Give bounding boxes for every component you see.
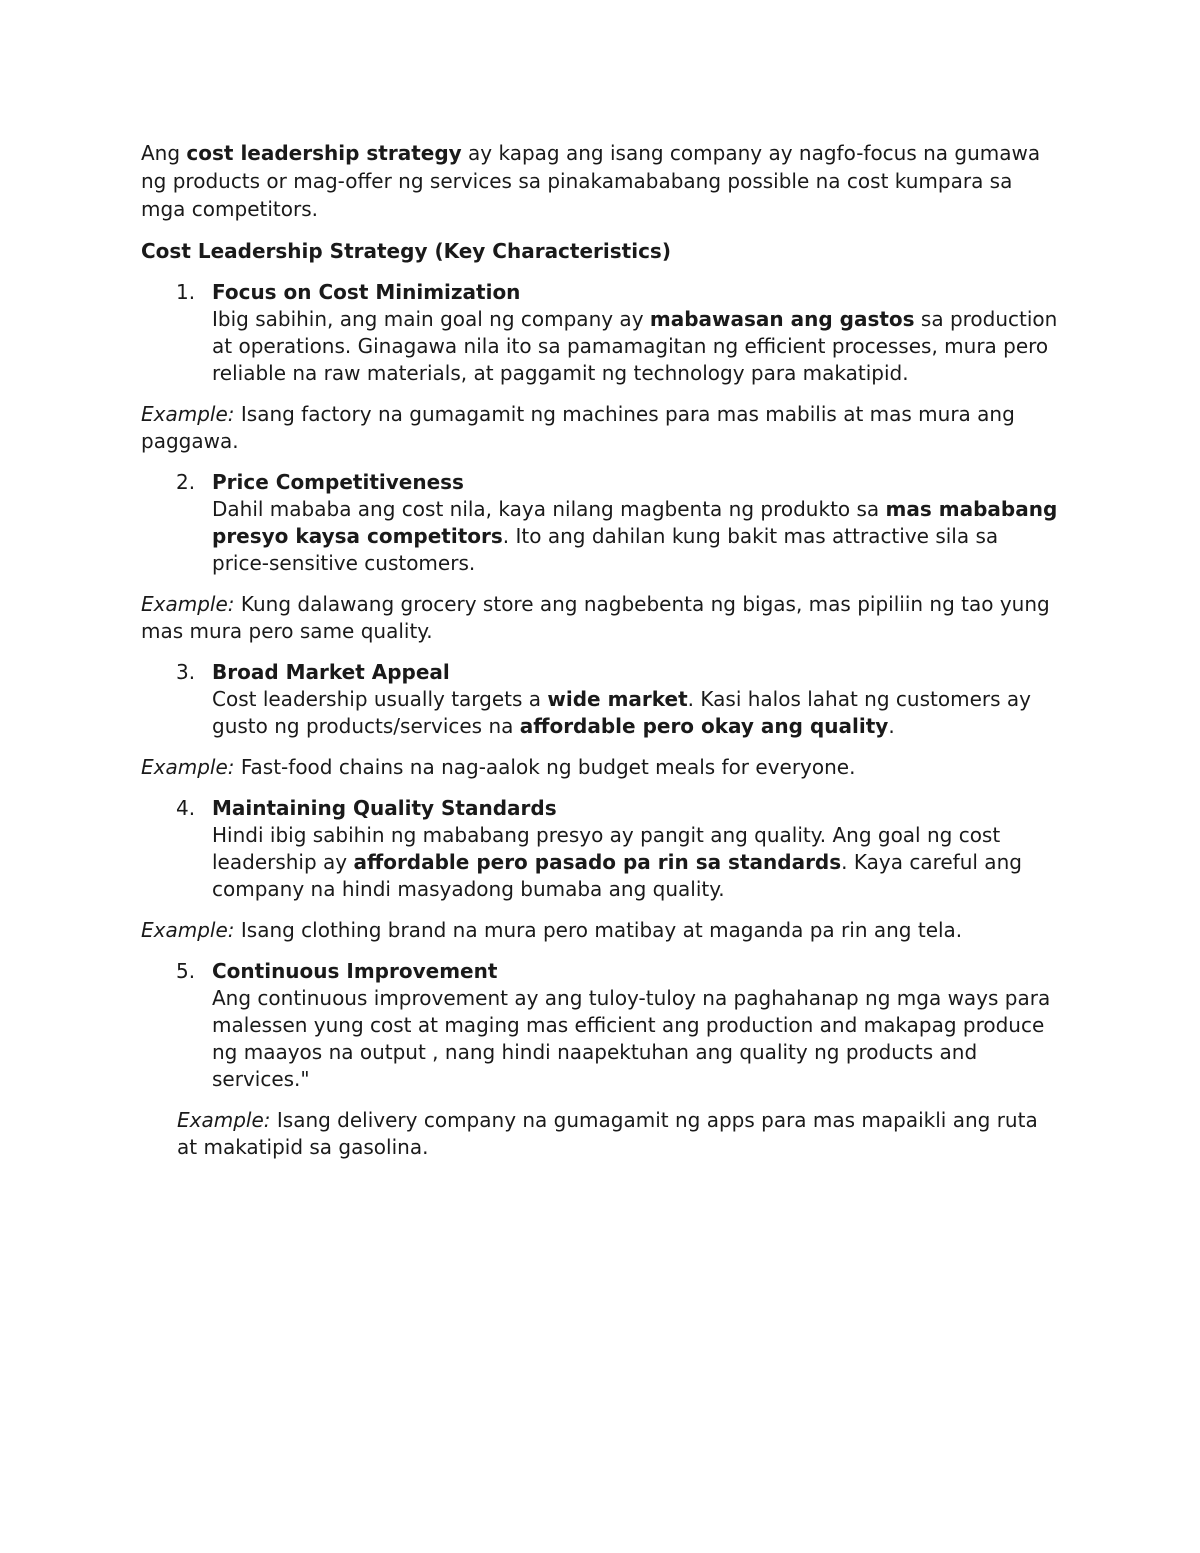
intro-bold-term: cost leadership strategy [186, 141, 462, 165]
list-item-title: Maintaining Quality Standards [212, 796, 557, 820]
example-label: Example: [141, 592, 235, 616]
body-bold-text: affordable pero pasado pa rin sa standards [353, 850, 842, 874]
list-item-body [212, 687, 1031, 738]
example-5 [141, 1107, 1061, 1161]
list-item-4 [141, 795, 1061, 903]
example-label: Example: [141, 755, 235, 779]
list-number: 4. [176, 796, 196, 820]
example-1 [141, 401, 1061, 455]
body-text: sa production at operations. Ginagawa nila ito sa pamamagitan ng efficient processes, mura pero reliable na raw materials, at paggamit ng technology para makatipid. [212, 307, 1058, 385]
list-item-title: Continuous Improvement [212, 959, 498, 983]
list-item-2 [141, 469, 1061, 577]
body-text: Cost leadership usually targets a [212, 687, 548, 711]
list-number: 3. [176, 660, 196, 684]
body-bold-text: mabawasan ang gastos [649, 307, 915, 331]
example-label: Example: [177, 1108, 271, 1132]
list-item-title: Focus on Cost Minimization [212, 280, 521, 304]
list-item-title: Broad Market Appeal [212, 660, 450, 684]
list-number: 5. [176, 959, 196, 983]
section-heading: Cost Leadership Strategy (Key Characteristics) [141, 239, 671, 263]
body-text: Ibig sabihin, ang main goal ng company ay [212, 307, 650, 331]
list-number: 2. [176, 470, 196, 494]
body-bold-text: wide market [547, 687, 688, 711]
body-bold-text: affordable pero okay ang quality [519, 714, 889, 738]
list-item-body: Ang continuous improvement ay ang tuloy-tuloy na paghahanap ng mga ways para malessen yung cost at maging mas efficient ang production and makapag produce ng maayos na output , nang hindi naapektuhan ang quality ng products and services." [212, 986, 1051, 1091]
example-label: Example: [141, 918, 235, 942]
list-item-body [212, 823, 1022, 901]
body-text: . Kasi halos lahat ng customers ay gusto ng products/services na [212, 687, 1031, 738]
example-text: Fast-food chains na nag-aalok ng budget meals for everyone. [234, 755, 856, 779]
example-text: Isang clothing brand na mura pero matibay at maganda pa rin ang tela. [234, 918, 963, 942]
list-number: 1. [176, 280, 196, 304]
list-item-1 [141, 279, 1061, 387]
body-text: Dahil mababa ang cost nila, kaya nilang magbenta ng produkto sa [212, 497, 886, 521]
intro-text-end: ay kapag ang isang company ay nagfo-focus na gumawa ng products or mag-offer ng services sa pinakamababang possible na cost kumpara sa mga competitors. [141, 141, 1041, 221]
example-text: Isang factory na gumagamit ng machines para mas mabilis at mas mura ang paggawa. [141, 402, 1015, 453]
body-text: Hindi ibig sabihin ng mababang presyo ay pangit ang quality. Ang goal ng cost leadership ay [212, 823, 1001, 874]
example-text: Isang delivery company na gumagamit ng apps para mas mapaikli ang ruta at makatipid sa gasolina. [177, 1108, 1038, 1159]
list-item-body [212, 497, 1057, 575]
body-bold-text: mas mababang presyo kaysa competitors [212, 497, 1058, 548]
example-4 [141, 917, 1061, 944]
body-text: . Kaya careful ang company na hindi masyadong bumaba ang quality. [212, 850, 1022, 901]
list-item-3 [141, 659, 1061, 740]
example-2 [141, 591, 1061, 645]
example-3 [141, 754, 1061, 781]
intro-paragraph [141, 139, 1061, 223]
intro-text-start: Ang [141, 141, 187, 165]
list-item-title: Price Competitiveness [212, 470, 464, 494]
body-text: . Ito ang dahilan kung bakit mas attractive sila sa price-sensitive customers. [212, 524, 999, 575]
list-item-body [212, 307, 1057, 385]
example-text: Kung dalawang grocery store ang nagbebenta ng bigas, mas pipiliin ng tao yung mas mura pero same quality. [141, 592, 1050, 643]
list-item-5 [141, 958, 1061, 1093]
example-label: Example: [141, 402, 235, 426]
document-page [141, 139, 1061, 1175]
body-text: . [888, 714, 895, 738]
